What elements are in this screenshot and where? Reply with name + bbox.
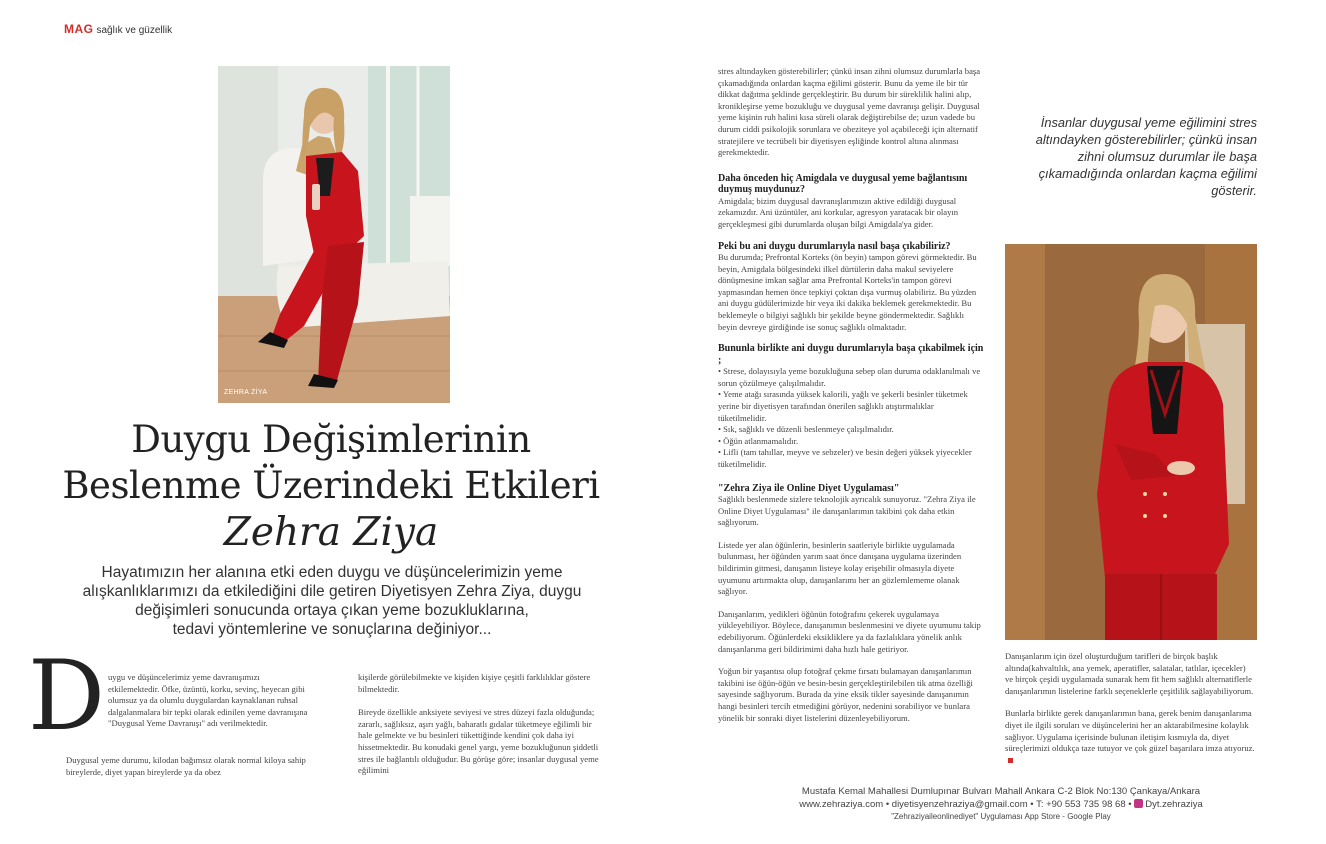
drop-cap: D [28, 640, 105, 752]
portrait-photo-left [218, 66, 450, 403]
footer-contacts [712, 799, 1290, 810]
lead-line: alışkanlıklarımızı da etkilediğini dile getiren Diyetisyen Zehra Ziya, duygu [82, 583, 582, 600]
paragraph: Listede yer alan öğünlerin, besinlerin saatleriyle birlikte uygulamada bulunması, her öğünden yarım saat önce danışana uygulama üzerinden bildirimin gitmesi, danışanın listeye kolay erişebilir olmasıyla diyete uyumunu artırmakta olup, danışanlarımı her an gözlemlememe olanak sağlıyor. [718, 539, 962, 597]
instagram-icon [1134, 799, 1143, 808]
paragraph: kişilerde görülebilmekte ve kişiden kişiye çeşitli farklılıklar göstere bilmektedir. [358, 672, 591, 694]
bullet-separator: • [1030, 799, 1037, 810]
column-1-paragraph-2: Duygusal yeme durumu, kilodan bağımsız olarak normal kiloya sahip bireylerde, diyet yapan bireylerde ya da obez [66, 755, 306, 777]
footer-address: Mustafa Kemal Mahallesi Dumlupınar Bulvarı Mahall Ankara C-2 Blok No:130 Çankaya/Ankara [801, 786, 1201, 797]
website-link[interactable]: www.zehraziya.com [799, 799, 884, 810]
paragraph-text: Bunlarla birlikte gerek danışanlarımın bana, gerek benim danışanlarıma diyet ile ilgili soruları ve düşüncelerini her an aktarabilmesine kolaylık sağlıyor. Uygulama içerisinde bulunan iletişim kısmıyla da, diyet süreçlerimizi oldukça taze tutuyor ve çok güzel başarılara imza atıyoruz. [1005, 708, 1255, 754]
subheading: Peki bu ani duygu durumlarıyla nasıl başa çıkabiliriz? [718, 240, 951, 252]
magazine-header [64, 22, 172, 36]
article-title-line1: Duygu Değişimlerinin [131, 418, 531, 461]
paragraph: Amigdala; bizim duygusal davranışlarımızın aktive edildiği duygusal zekamızdır. Ani üzüntüler, ani korkular, agresyon yaratacak bir olayın gerçekleşmesi gibi durumlarda oluşan bilgi Amigdala'ya gider. [718, 195, 959, 229]
paragraph [1005, 708, 1255, 766]
paragraph: Yoğun bir yaşantısı olup fotoğraf çekme fırsatı bulamayan danışanlarımın takibini ise öğün-öğün ve besin-besin gerçekleştirilebilen tik atma özelliği sayesinde sağlıyorum. Burada da yine eksik tikler sayesinde danışanımın hangi besinleri tercih etmediğini görüyor, nedenini sorabiliyor ve bunlara yönelik bir sonraki diyet listelerini düzenleyebiliyorum. [718, 666, 973, 723]
paragraph: Bireyde özellikle anksiyete seviyesi ve stres düzeyi fazla olduğunda; zararlı, sağlıksız, aşırı yağlı, baharatlı gıdalar tüketmeye eğilimli bir hale gelmekte ve bu besinleri tükettiğinde kendini çok daha iyi hissetmektedir. Bu konudaki genel yargı, yeme bozukluğunun şiddetli stres ile bağlantılı olduğudur. Bu görüşe göre; insanlar duygusal yeme eğilimini [358, 707, 599, 776]
bullet-separator: • [1128, 799, 1135, 810]
footer-app-info: "Zehraziyaileonlinediyet" Uygulaması App Store - Google Play [891, 812, 1111, 821]
subheading: Bununla birlikte ani duygu durumlarıyla başa çıkabilmek için ; [718, 343, 984, 366]
article-lead [66, 563, 598, 639]
instagram-handle[interactable]: Dyt.zehraziya [1145, 799, 1203, 810]
lead-line: değişimleri sonucunda ortaya çıkan yeme bozukluklarına, [135, 602, 529, 619]
column-3 [718, 66, 984, 724]
portrait-photo-right [1005, 244, 1257, 640]
paragraph: Danışanlarım için özel oluşturduğum tarifleri de birçok başlık altında(kahvaltılık, ana yemek, aperatifler, salatalar, tatlılar, içecekler) ve birçok çeşidi uygulamada sunarak hem fit hem sağlıklı alternatiflerle danışanlarımın listelerine farklı seçeneklerle çeşitlilik sağlayabiliyorum. [1005, 651, 1254, 696]
subheading: Daha önceden hiç Amigdala ve duygusal yeme bağlantısını duymuş muydunuz? [718, 172, 968, 196]
lead-line: Hayatımızın her alanına etki eden duygu ve düşüncelerimizin yeme [101, 564, 563, 581]
bullet-item: • Sık, sağlıklı ve düzenli beslenmeye çalışılmalıdır. [718, 424, 894, 435]
photo-caption: ZEHRA ZİYA [224, 389, 268, 396]
paragraph: stres altındayken gösterebilirler; çünkü insan zihni olumsuz durumlarla başa çıkamadığında onlardan kaçma eğilimi gösterir. Bunu da yeme ile bir tür dikkat dağıtma şeklinde gerçekleştirir. Bu durum bir süreklilik halini alıp, kronikleşirse yeme bozukluğu ve duygusal yeme davranışı gelişir. Duygusal yeme kişinin ruh halini kısa süreli olarak değiştirebilse de; uzun vadede bu durum ciddi psikolojik sorunlara ve obeziteye yol açabileceği için alternatif stratejilere ve tecrübeli bir diyetisyen eşliğinde kontrol altına alınması gerekmektedir. [718, 66, 981, 158]
paragraph: Bu durumda; Prefrontal Korteks (ön beyin) tampon görevi görmektedir. Bu beyin, Amigdala bölgesindeki ilkel dürtülerin daha makul seviyelere dönüşmesine imkan sağlar ama Prefrontal Korteks'in tampon görevi yapmasından hemen önce tepkiyi çoktan dışa vurmuş olabiliriz. Bu yüzden ani duygu güdülerimizde bir veya iki dakika beklemek gerekmektedir. Bu beklemeyle o bilgiyi sağlıklı bir şekilde beyne göndermektedir. Sağlıklı beyin devreye girdiğinde ise sonuç sağlıklı olmaktadır. [718, 252, 977, 332]
column-2 [358, 672, 600, 777]
bullet-separator: • [885, 799, 892, 810]
bullet-item: • Öğün atlanmamalıdır. [718, 435, 799, 446]
bullet-item: • Yeme atağı sırasında yüksek kalorili, yağlı ve şekerli besinler tüketmek yerine bir diyetisyen tarafından önerilen sağlıklı atıştırmalıklar tüketilmelidir. [718, 389, 968, 423]
paragraph: Sağlıklı beslenmede sizlere teknolojik ayrıcalık sunuyoruz. "Zehra Ziya ile Online Diyet Uygulaması" ile danışanlarımın takibini çok daha etkin sağlıyorum. [718, 494, 976, 528]
email-link[interactable]: diyetisyenzehraziya@gmail.com [891, 799, 1028, 810]
article-title-line2: Beslenme Üzerindeki Etkileri [62, 464, 600, 507]
article-author: Zehra Ziya [223, 510, 439, 555]
column-1-paragraph-1: uygu ve düşüncelerimiz yeme davranışımızı etkilemektedir. Öfke, üzüntü, korku, sevinç, heyecan gibi olumsuz ya da olumlu duygulardan kaynaklanan ruhsal dalgalanmalara bir tepki olarak edinilen yeme davranışına "Duygusal Yeme Davranışı" adı verilmektedir. [108, 672, 308, 729]
subheading: "Zehra Ziya ile Online Diyet Uygulaması" [718, 482, 900, 494]
end-mark-icon [1008, 758, 1013, 763]
lead-line: tedavi yöntemlerine ve sonuçlarına değiniyor... [172, 621, 492, 638]
paragraph: Danışanlarım, yedikleri öğünün fotoğrafını çekerek uygulamaya yükleyebiliyor. Böylece, danışanımın beslenmesini ve diyete uyumunu takip edebiliyorum. Öğünlerdeki eksikliklere ya da fazlalıklara yönelik anlık danışanlarıma geri bildirimimi daha hızlı hale getiriyor. [718, 608, 981, 654]
column-4 [1005, 651, 1255, 766]
bullet-item: • Lifli (tam tahıllar, meyve ve sebzeler) ve besin değeri yüksek yiyecekler tüketilmelidir. [718, 447, 972, 469]
pull-quote: İnsanlar duygusal yeme eğilimini stres altındayken gösterebilirler; çünkü insan zihni olumsuz durumlar ile başa çıkamadığında onlardan kaçma eğilimi gösterir. [1035, 115, 1257, 198]
phone-number: T: +90 553 735 98 68 [1036, 799, 1126, 810]
magazine-logo: MAG [64, 22, 94, 36]
bullet-item: • Strese, dolayısıyla yeme bozukluğuna sebep olan duruma odaklanılmalı ve sorun çözülmeye çalışılmalıdır. [718, 366, 981, 388]
section-label: sağlık ve güzellik [96, 25, 173, 36]
